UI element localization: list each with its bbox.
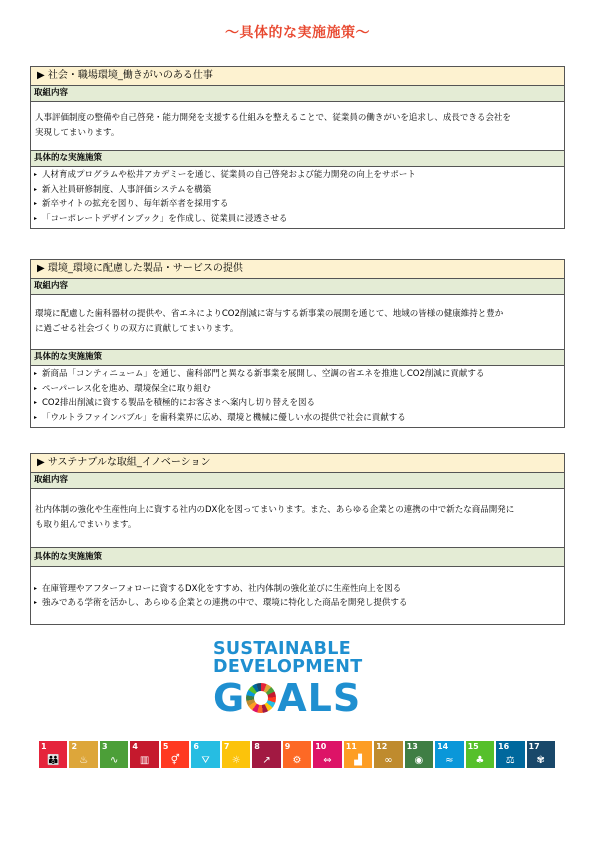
sdg-goal-glyph-icon: ◉: [414, 755, 424, 766]
content-text: [31, 102, 564, 150]
sdg-goal-5-icon: [161, 741, 189, 768]
list-item: [31, 212, 564, 227]
sdg-goal-number: 6: [193, 742, 199, 751]
section-header: ▶ 社会・職場環境_働きがいのある仕事: [31, 67, 564, 86]
measure-text: ペーパーレス化を進め、環境保全に取り組む: [42, 383, 211, 394]
sdg-goal-glyph-icon: ▥: [139, 755, 150, 766]
sdg-goal-number: 12: [376, 742, 388, 751]
sdg-goal-6-icon: [191, 741, 219, 768]
measures-list: [31, 366, 564, 427]
measure-text: 強みである学術を活かし、あらゆる企業との連携の中で、環境に特化した商品を開発し提供する: [42, 598, 408, 608]
content-label: 取組内容: [31, 473, 564, 489]
measures-label: 具体的な実施施策: [31, 547, 564, 567]
bullet-icon: ▸: [34, 200, 38, 207]
measures-list: [31, 167, 564, 228]
list-item: [31, 367, 564, 382]
sdg-goal-12-icon: [374, 741, 402, 768]
sdg-goal-number: 9: [284, 742, 291, 751]
measure-text: 新商品「コンティニューム」を通じ、歯科部門と異なる新事業を展開し、空調の省エネを推進しCO2削減に貢献する: [42, 369, 485, 379]
sdg-goal-glyph-icon: ♣: [475, 755, 485, 766]
sdg-goal-glyph-icon: ⇔: [323, 755, 332, 766]
section-environment: [30, 259, 565, 428]
section-work-environment: [30, 66, 565, 229]
sdg-goal-14-icon: [435, 741, 463, 768]
content-line: 人事評価制度の整備や自己啓発・能力開発を支援する仕組みを整えることで、従業員の働きがいを追求し、成長できる会社を: [35, 113, 511, 123]
list-item: [31, 596, 564, 611]
sdg-logo-line2: DEVELOPMENT: [213, 657, 363, 677]
sdg-goal-number: 11: [345, 742, 357, 751]
sdg-goal-4-icon: [130, 741, 158, 768]
sdg-goal-13-icon: [405, 741, 433, 768]
measure-text: 新卒サイトの拡充を図り、毎年新卒者を採用する: [42, 199, 229, 209]
content-line: 社内体制の強化や生産性向上に資する社内のDX化を図ってまいります。また、あらゆる企業との連携の中で新たな商品開発に: [35, 505, 515, 515]
list-item: [31, 183, 564, 198]
section-header: ▶ 環境_環境に配慮した製品・サービスの提供: [31, 260, 564, 279]
measure-text: 人材育成プログラムや松井アカデミーを通じ、従業員の自己啓発および能力開発の向上をサポート: [42, 170, 416, 180]
sdg-logo-line1: SUSTAINABLE: [213, 639, 351, 659]
bullet-icon: ▸: [34, 370, 38, 377]
sdg-goal-glyph-icon: ↗: [262, 755, 271, 766]
sdg-goal-glyph-icon: ☼: [231, 755, 241, 766]
bullet-icon: ▸: [34, 599, 38, 606]
content-line: 実現してまいります。: [35, 128, 120, 138]
content-label: 取組内容: [31, 279, 564, 295]
content-text: [31, 489, 564, 547]
content-text: [31, 295, 564, 349]
sdg-logo-g: G: [213, 676, 246, 720]
content-line: も取り組んでまいります。: [35, 520, 137, 530]
sdgs-logo: [213, 640, 383, 718]
sdg-goal-number: 4: [132, 742, 138, 751]
bullet-icon: ▸: [34, 214, 38, 222]
sdg-goal-number: 7: [223, 742, 230, 751]
section-header: ▶ サステナブルな取組_イノベーション: [31, 454, 564, 473]
sdg-goal-number: 2: [71, 742, 78, 751]
sdg-goal-11-icon: [344, 741, 372, 768]
content-line: に過ごせる社会づくりの双方に貢献してまいります。: [35, 324, 239, 334]
sdg-goal-2-icon: [69, 741, 97, 768]
page-title: 〜具体的な実施施策〜: [225, 25, 370, 41]
list-item: [31, 396, 564, 411]
bullet-icon: ▸: [34, 171, 38, 178]
sdg-goal-glyph-icon: 👪: [47, 755, 60, 766]
sdg-goal-number: 1: [41, 742, 47, 751]
measure-text: 在庫管理やアフターフォローに資するDX化をすすめ、社内体制の強化並びに生産性向上を図る: [42, 583, 402, 594]
sdg-goal-number: 3: [101, 742, 108, 751]
sdg-goal-number: 15: [467, 742, 479, 751]
content-line: 環境に配慮した歯科器材の提供や、省エネによりCO2削減に寄与する新事業の展開を通じて、地域の皆様の健康維持と豊か: [35, 309, 504, 319]
sdg-goal-number: 5: [162, 742, 169, 751]
sdg-logo-als: ALS: [277, 676, 362, 720]
measures-label: 具体的な実施施策: [31, 150, 564, 167]
measure-text: 「ウルトラファインバブル」を歯科業界に広め、環境と機械に優しい水の提供で社会に貢献する: [42, 412, 406, 423]
bullet-icon: ▸: [34, 413, 38, 421]
sdg-goal-7-icon: [222, 741, 250, 768]
sdg-goal-10-icon: [313, 741, 341, 768]
sdg-goal-8-icon: [252, 741, 280, 768]
list-item: [31, 411, 564, 426]
sdg-goal-9-icon: [283, 741, 311, 768]
sdg-goal-glyph-icon: ⛛: [201, 755, 210, 766]
list-item: [31, 582, 564, 597]
measure-text: 新入社員研修制度、人事評価システムを構築: [42, 184, 212, 195]
sdg-goal-number: 17: [528, 742, 540, 751]
sdg-goal-glyph-icon: ⚙: [292, 755, 302, 766]
sdg-goals-strip: [39, 741, 555, 768]
sdg-goal-number: 10: [315, 742, 327, 751]
list-item: [31, 168, 564, 183]
sdg-goal-3-icon: [100, 741, 128, 768]
bullet-icon: ▸: [34, 584, 38, 592]
sdg-goal-glyph-icon: ⚥: [170, 755, 180, 766]
sdg-logo-line3: [213, 678, 383, 718]
sdg-goal-number: 16: [498, 742, 510, 751]
sdg-goal-glyph-icon: ✾: [536, 755, 545, 766]
sdg-goal-number: 14: [437, 742, 449, 751]
measures-list: [31, 567, 564, 624]
sdg-goal-number: 13: [406, 742, 418, 751]
sdg-wheel-icon: [246, 683, 276, 713]
sdg-goal-16-icon: [496, 741, 524, 768]
bullet-icon: ▸: [34, 384, 38, 392]
sdg-goal-glyph-icon: ⚖: [505, 755, 515, 766]
sdg-goal-glyph-icon: ≈: [445, 755, 454, 766]
measure-text: 「コーポレートデザインブック」を作成し、従業員に浸透させる: [42, 213, 288, 224]
content-label: 取組内容: [31, 86, 564, 102]
sdg-goal-glyph-icon: ♨: [79, 755, 89, 766]
bullet-icon: ▸: [34, 185, 38, 193]
bullet-icon: ▸: [34, 399, 38, 406]
sdg-goal-glyph-icon: ∞: [384, 755, 393, 766]
sdg-goal-glyph-icon: ▟: [354, 755, 362, 766]
sdg-goal-1-icon: [39, 741, 67, 768]
list-item: [31, 197, 564, 212]
list-item: [31, 382, 564, 397]
sdg-goal-17-icon: [527, 741, 555, 768]
sdg-goal-15-icon: [466, 741, 494, 768]
sdg-goal-number: 8: [254, 742, 260, 751]
sdg-goal-glyph-icon: ∿: [109, 755, 119, 766]
section-innovation: [30, 453, 565, 625]
measure-text: CO2排出削減に資する製品を積極的にお客さまへ案内し切り替えを図る: [42, 398, 316, 408]
measures-label: 具体的な実施施策: [31, 349, 564, 366]
